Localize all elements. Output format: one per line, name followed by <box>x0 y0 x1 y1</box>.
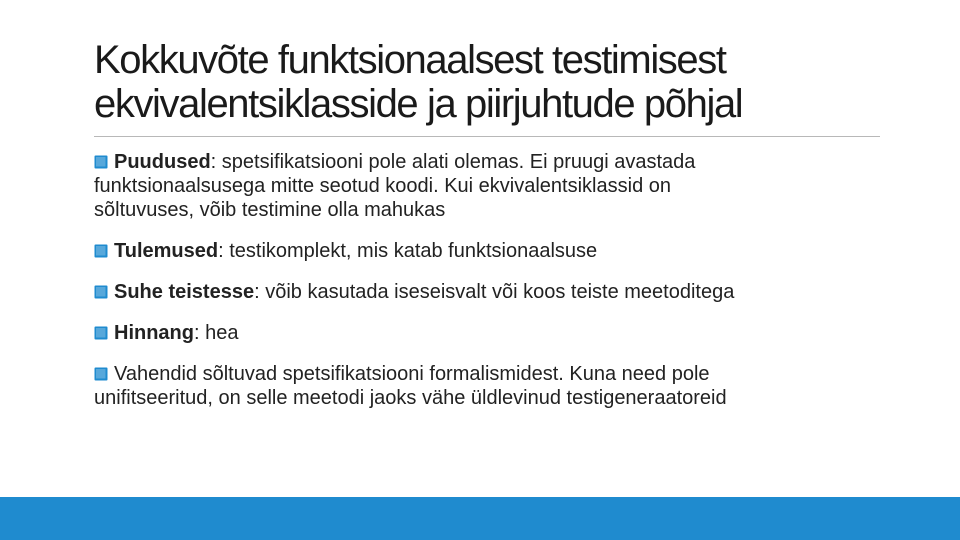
bullet-item-vahendid <box>86 362 906 410</box>
bullet-text-line-1: testikomplekt, mis katab funktsionaalsuse <box>223 240 598 262</box>
bullet-separator: : <box>254 281 260 303</box>
bullet-item-suhe-teistesse <box>86 280 906 304</box>
bullet-text-line-1: hea <box>199 322 239 344</box>
checkbox-square-icon <box>94 326 108 340</box>
bullet-term: Tulemused <box>114 240 219 262</box>
bullet-text-line-1: Vahendid sõltuvad spetsifikatsiooni formalismidest. Kuna need pole <box>114 363 710 385</box>
bullet-term: Puudused <box>114 151 211 173</box>
checkbox-square-icon <box>94 285 108 299</box>
bullet-separator: : <box>210 151 217 173</box>
bullet-text-line-3: sõltuvuses, võib testimine olla mahukas <box>94 199 446 221</box>
bullet-separator: : <box>194 322 200 344</box>
bullet-term: Suhe teistesse <box>114 281 255 303</box>
checkbox-square-icon <box>94 367 108 381</box>
bullet-item-hinnang <box>86 321 906 345</box>
slide-title <box>94 38 924 126</box>
footer-accent-bar <box>0 497 960 540</box>
bullet-term: Hinnang <box>114 322 194 344</box>
checkbox-square-icon <box>94 155 108 169</box>
bullet-item-tulemused <box>86 239 906 263</box>
bullet-separator: : <box>218 240 224 262</box>
bullet-text-line-1: spetsifikatsiooni pole alati olemas. Ei pruugi avastada <box>216 151 696 173</box>
bullet-list <box>86 150 906 427</box>
slide-title-line-1: Kokkuvõte funktsionaalsest testimisest <box>94 38 726 82</box>
bullet-text-line-2: funktsionaalsusega mitte seotud koodi. Kui ekvivalentsiklassid on <box>94 175 671 197</box>
slide-title-line-2: ekvivalentsiklasside ja piirjuhtude põhjal <box>94 82 743 126</box>
bullet-item-puudused <box>86 150 906 222</box>
bullet-text-line-1: võib kasutada iseseisvalt või koos teiste meetoditega <box>259 281 735 303</box>
title-divider <box>94 136 880 137</box>
bullet-text-line-2: unifitseeritud, on selle meetodi jaoks vähe üldlevinud testigeneraatoreid <box>94 387 727 409</box>
checkbox-square-icon <box>94 244 108 258</box>
